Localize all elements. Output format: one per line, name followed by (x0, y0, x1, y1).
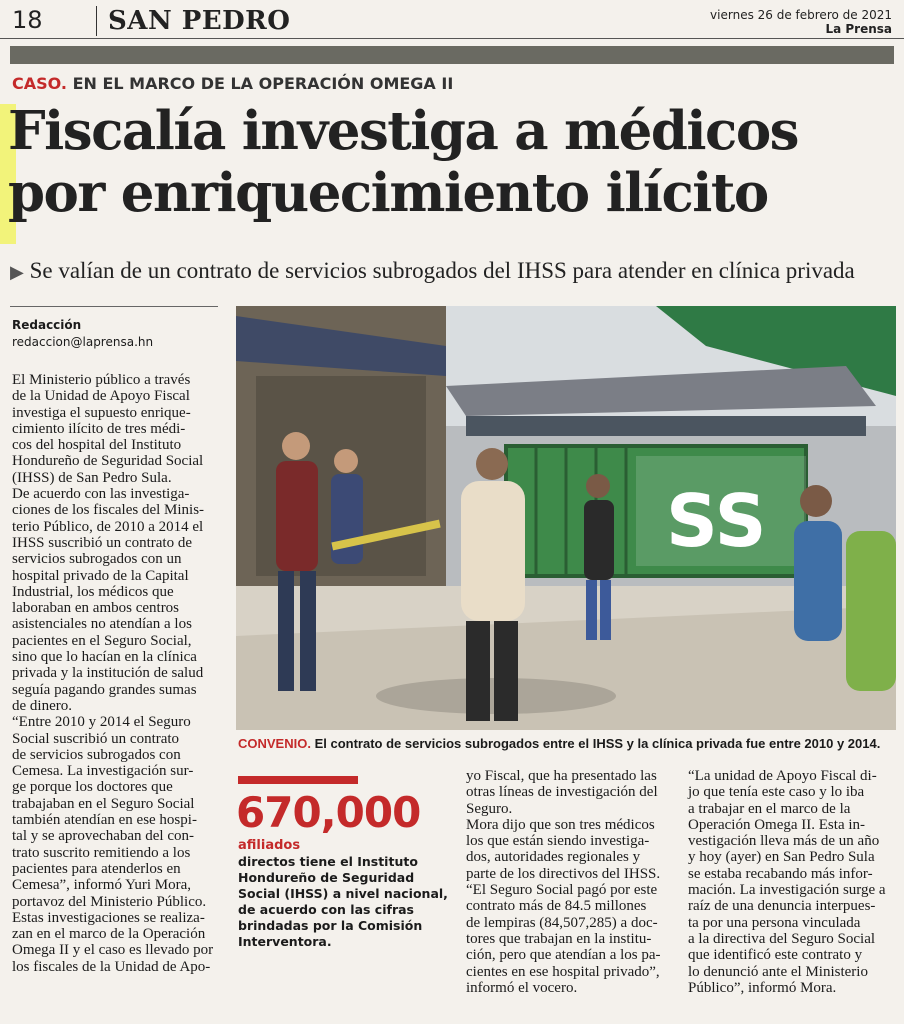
newspaper-name: La Prensa (825, 22, 892, 36)
body-text-line: servicios subrogados con un (12, 551, 182, 568)
body-text-line: dos, autoridades regionales y (466, 849, 641, 866)
body-text-line: cos del hospital del Instituto (12, 437, 182, 454)
body-text-line: Social suscribió un contrato (12, 730, 180, 747)
body-text-line: trato suscrito remitiendo a los (12, 844, 191, 861)
body-text-line: Mora dijo que son tres médicos (466, 816, 655, 833)
body-text-line: yo Fiscal, que ha presentado las (466, 768, 657, 784)
body-text-line: mación. La investigación surge a (688, 882, 886, 899)
stat-description-line: Interventora. (238, 934, 332, 949)
page-number: 18 (12, 6, 43, 34)
body-text-line: raíz de una denuncia interpues- (688, 898, 876, 915)
body-column-left (12, 372, 222, 975)
headline-line-1: Fiscalía investiga a médicos (8, 100, 799, 162)
body-text-line: a la directiva del Seguro Social (688, 930, 876, 947)
body-text-line: de servicios subrogados con (12, 746, 181, 763)
publication-date: viernes 26 de febrero de 2021 (710, 8, 892, 22)
body-text-line: otras líneas de investigación del (466, 784, 658, 801)
body-text-line: zan en el marco de la Operación (12, 926, 206, 943)
byline-rule (10, 306, 218, 307)
body-text-line: De acuerdo con las investiga- (12, 486, 190, 503)
body-text-line: Cemesa. La investigación sur- (12, 763, 194, 780)
body-text-line: también atendían en ese hospi- (12, 812, 197, 829)
photo-caption (238, 736, 880, 751)
body-text-line: ge porque los doctores que (12, 779, 173, 796)
stat-number: 670,000 (236, 788, 421, 837)
photo-illustration (236, 306, 896, 730)
body-text-line: vestigación lleva más de un año (688, 833, 880, 850)
body-text-line: “El Seguro Social pagó por este (466, 882, 658, 899)
body-column-middle (466, 768, 676, 996)
byline-name: Redacción (12, 318, 82, 332)
body-text-line: que identificó este contrato y (688, 947, 863, 964)
body-text-line: Operación Omega II. Esta in- (688, 816, 866, 833)
stat-description-line: brindadas por la Comisión (238, 918, 423, 933)
body-text-line: lo denunció ante el Ministerio (688, 963, 868, 980)
body-text-line: laboraban en ambos centros (12, 600, 180, 617)
body-text-line: Público”, informó Mora. (688, 979, 837, 996)
stat-description-line: de acuerdo con las cifras (238, 902, 414, 917)
body-text-line: los que están siendo investiga- (466, 833, 650, 850)
stat-description-line: Social (IHSS) a nivel nacional, (238, 886, 448, 901)
body-text-line: sino que lo hacían en la clínica (12, 649, 197, 666)
section-name: SAN PEDRO (108, 6, 291, 36)
body-text-line: a trabajar en el marco de la (688, 800, 851, 817)
stat-description (238, 854, 458, 950)
stat-description-line: Hondureño de Seguridad (238, 870, 415, 885)
body-text-line: privada y la institución de salud (12, 665, 204, 682)
body-text-line: contrato más de 84.5 millones (466, 898, 647, 915)
body-text-line: los fiscales de la Unidad de Apo- (12, 958, 211, 975)
body-text-line: de la Unidad de Apoyo Fiscal (12, 388, 190, 405)
caption-label: CONVENIO. (238, 736, 311, 751)
body-text-line: ta por una persona vinculada (688, 914, 861, 931)
body-text-line: cimiento ilícito de tres médi- (12, 420, 186, 437)
body-column-right (688, 768, 898, 996)
body-text-line: portavoz del Ministerio Público. (12, 893, 207, 910)
body-text-line: jo que tenía este caso y lo iba (688, 784, 865, 801)
body-text-line: ción, pero que atendían a los pa- (466, 947, 661, 964)
body-text-line: informó el vocero. (466, 979, 578, 996)
body-text-line: ciones de los fiscales del Minis- (12, 502, 205, 519)
body-text-line: pacientes para atenderlos en (12, 860, 181, 877)
stat-accent-bar (238, 776, 358, 784)
body-text-line: investiga el supuesto enrique- (12, 404, 191, 421)
body-text-line: Omega II y el caso es llevado por (12, 942, 214, 959)
header-rule (0, 38, 904, 39)
body-text-line: Industrial, los médicos que (12, 583, 174, 600)
stat-unit: afiliados (238, 838, 301, 853)
body-text-line: se estaba recabando más infor- (688, 865, 873, 882)
body-text-line: y hoy (ayer) en San Pedro Sula (688, 849, 875, 866)
kicker-label: CASO. (12, 74, 67, 93)
article-subhead (10, 258, 900, 284)
kicker-text: EN EL MARCO DE LA OPERACIÓN OMEGA II (72, 74, 454, 93)
body-text-line: Cemesa”, informó Yuri Mora, (12, 877, 191, 894)
gate-sign: SS (666, 479, 767, 563)
body-text-line: “La unidad de Apoyo Fiscal di- (688, 768, 877, 784)
subhead-text: Se valían de un contrato de servicios subrogados del IHSS para atender en clínica privada (29, 258, 855, 283)
body-text-line: tores que trabajan en la institu- (466, 930, 652, 947)
byline-email[interactable]: redaccion@laprensa.hn (12, 335, 154, 349)
section-bar (10, 46, 894, 64)
triangle-bullet-icon: ▶ (10, 262, 24, 282)
body-text-line: IHSS suscribió un contrato de (12, 534, 192, 551)
body-text-line: Estas investigaciones se realiza- (12, 909, 205, 926)
article-kicker (12, 74, 453, 93)
body-text-line: cientes en ese hospital privado”, (466, 963, 660, 980)
body-text-line: de dinero. (12, 697, 72, 714)
article-photo (236, 306, 896, 730)
article-headline (8, 100, 898, 224)
body-text-line: (IHSS) de San Pedro Sula. (12, 469, 172, 486)
body-text-line: trabajaban en el Seguro Social (12, 795, 195, 812)
header-divider (96, 6, 97, 36)
body-text-line: asistenciales no atendían a los (12, 616, 192, 633)
body-text-line: El Ministerio público a través (12, 372, 191, 388)
stat-description-line: directos tiene el Instituto (238, 854, 418, 869)
caption-text: El contrato de servicios subrogados entre el IHSS y la clínica privada fue entre 2010 y 2014. (314, 736, 881, 751)
headline-line-2: por enriquecimiento ilícito (8, 162, 768, 224)
body-text-line: “Entre 2010 y 2014 el Seguro (12, 714, 191, 731)
body-text-line: de lempiras (84,507,285) a doc- (466, 914, 658, 931)
body-text-line: hospital privado de la Capital (12, 567, 189, 584)
body-text-line: parte de los directivos del IHSS. (466, 865, 661, 882)
body-text-line: tal y se aprovechaban del con- (12, 828, 194, 845)
body-text-line: seguía pagando grandes sumas (12, 681, 197, 698)
body-text-line: pacientes en el Seguro Social, (12, 632, 192, 649)
body-text-line: terio Público, de 2010 a 2014 el (12, 518, 204, 535)
body-text-line: Seguro. (466, 800, 513, 817)
body-text-line: Hondureño de Seguridad Social (12, 453, 204, 470)
